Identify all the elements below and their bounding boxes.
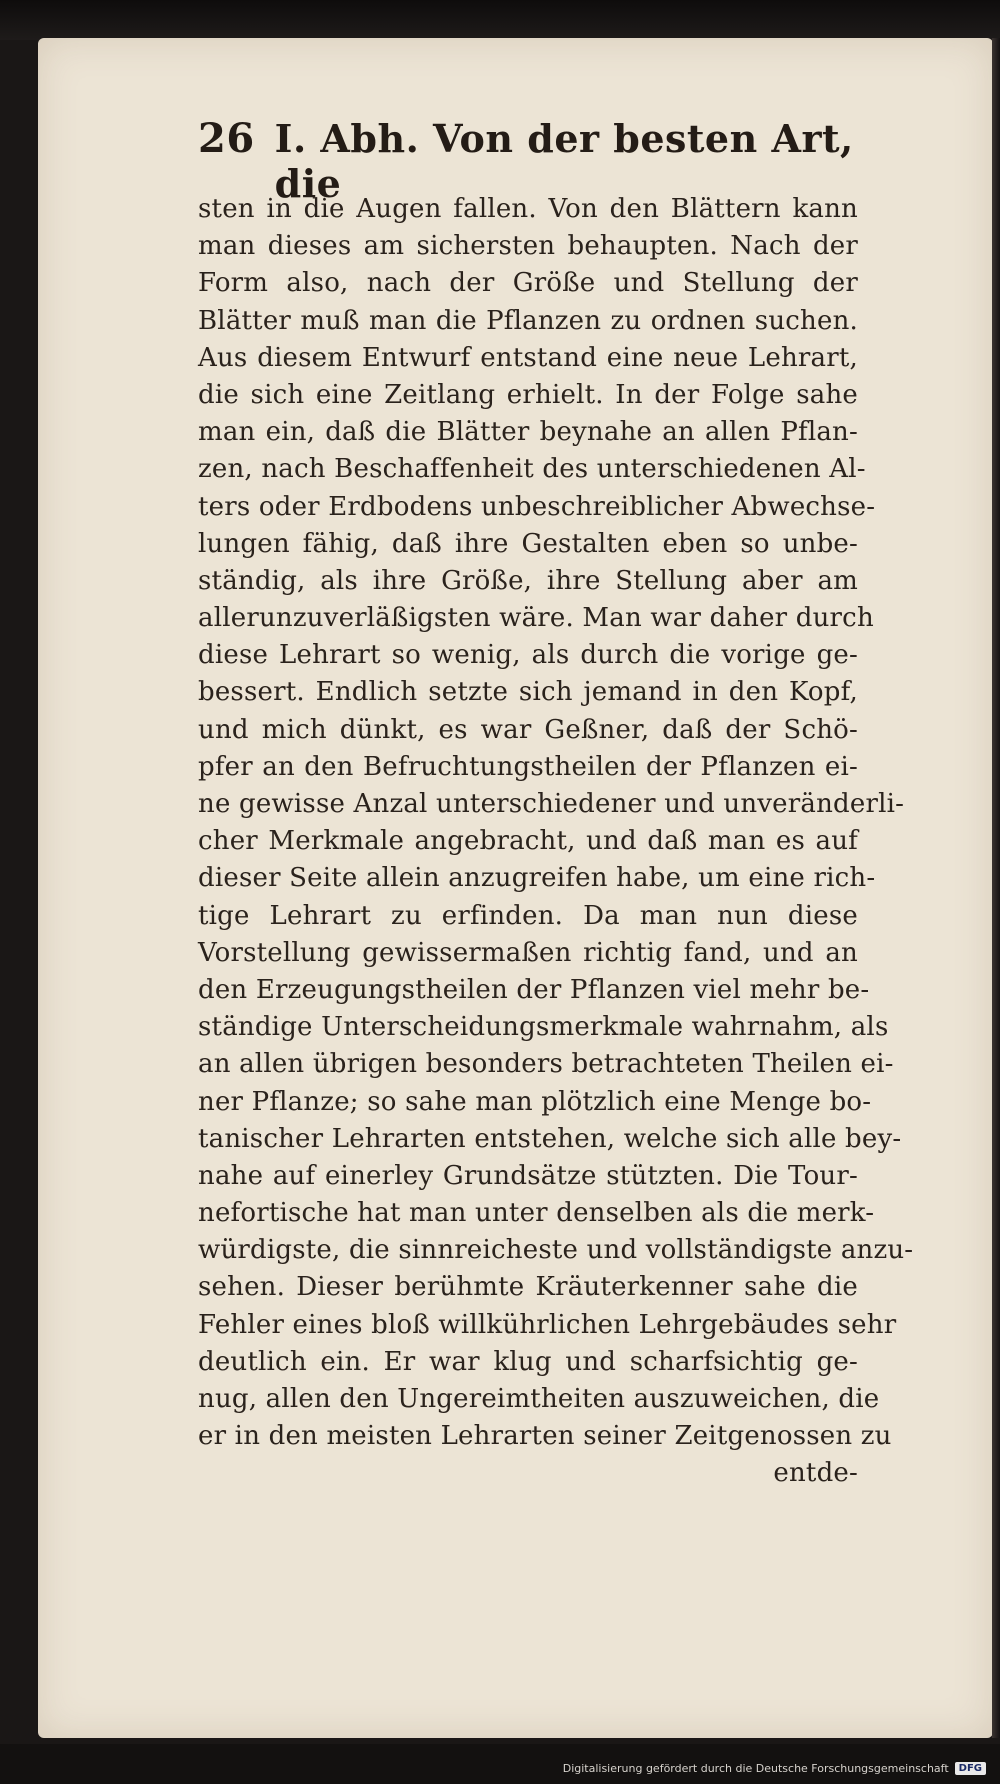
text-line: Vorstellung gewissermaßen richtig fand, und an [198, 937, 858, 968]
text-line: sehen. Dieser berühmte Kräuterkenner sahe die [198, 1272, 858, 1303]
scan-footer [0, 1744, 1000, 1784]
dfg-logo: DFG [955, 1762, 986, 1775]
text-line: ständig, als ihre Größe, ihre Stellung aber am [198, 565, 858, 596]
text-line: lungen fähig, daß ihre Gestalten eben so unbe- [198, 528, 858, 559]
book-edge [992, 38, 1000, 1738]
page-number: 26 [198, 115, 255, 162]
catchword: entde- [773, 1458, 858, 1489]
text-line: nefortische hat man unter denselben als die merk- [198, 1198, 875, 1229]
text-line: Blätter muß man die Pflanzen zu ordnen suchen. [198, 305, 858, 336]
text-line: man ein, daß die Blätter beynahe an allen Pflan- [198, 417, 858, 448]
text-line: zen, nach Beschaffenheit des unterschiedenen Al- [198, 454, 866, 485]
text-line: Fehler eines bloß willkührlichen Lehrgebäudes sehr [198, 1309, 897, 1340]
running-title: I. Abh. Von der besten Art, die [274, 116, 854, 206]
page-content [198, 115, 914, 1493]
text-line: an allen übrigen besonders betrachteten Theilen ei- [198, 1049, 894, 1080]
text-line: man dieses am sichersten behaupten. Nach der [198, 231, 858, 262]
digitization-credit [563, 1762, 986, 1775]
text-line: den Erzeugungstheilen der Pflanzen viel mehr be- [198, 974, 870, 1005]
text-line: ters oder Erdbodens unbeschreiblicher Abwechse- [198, 491, 876, 522]
text-line: cher Merkmale angebracht, und daß man es auf [198, 826, 858, 857]
text-line: tige Lehrart zu erfinden. Da man nun diese [198, 900, 858, 931]
text-line: die sich eine Zeitlang erhielt. In der Folge sahe [198, 379, 858, 410]
text-line: sten in die Augen fallen. Von den Blättern kann [198, 194, 858, 224]
text-line: diese Lehrart so wenig, als durch die vorige ge- [198, 640, 858, 671]
text-line: tanischer Lehrarten entstehen, welche sich alle bey- [198, 1123, 902, 1154]
text-line: dieser Seite allein anzugreifen habe, um eine rich- [198, 863, 876, 894]
text-line: ner Pflanze; so sahe man plötzlich eine Menge bo- [198, 1086, 872, 1117]
text-line: Form also, nach der Größe und Stellung der [198, 268, 858, 299]
text-line: deutlich ein. Er war klug und scharfsichtig ge- [198, 1346, 858, 1377]
credit-text: Digitalisierung gefördert durch die Deutsche Forschungsgemeinschaft [562, 1762, 949, 1775]
body-text [198, 191, 914, 1493]
text-line: ständige Unterscheidungsmerkmale wahrnahm, als [198, 1012, 889, 1043]
text-line: bessert. Endlich setzte sich jemand in den Kopf, [198, 677, 858, 708]
scan-border-top [0, 0, 1000, 40]
text-line: würdigste, die sinnreicheste und vollständigste anzu- [198, 1235, 914, 1266]
text-line: Aus diesem Entwurf entstand eine neue Lehrart, [198, 342, 858, 373]
text-line: pfer an den Befruchtungstheilen der Pflanzen ei- [198, 751, 858, 782]
text-line: nug, allen den Ungereimtheiten auszuweichen, die [198, 1384, 880, 1414]
text-line: nahe auf einerley Grundsätze stützten. Die Tour- [198, 1160, 858, 1191]
running-head [198, 115, 858, 206]
text-line: er in den meisten Lehrarten seiner Zeitgenossen zu [198, 1421, 892, 1452]
text-line: allerunzuverläßigsten wäre. Man war daher durch [198, 603, 874, 634]
text-line: und mich dünkt, es war Geßner, daß der Schö- [198, 714, 858, 745]
text-line: ne gewisse Anzal unterschiedener und unveränderli- [198, 789, 905, 819]
